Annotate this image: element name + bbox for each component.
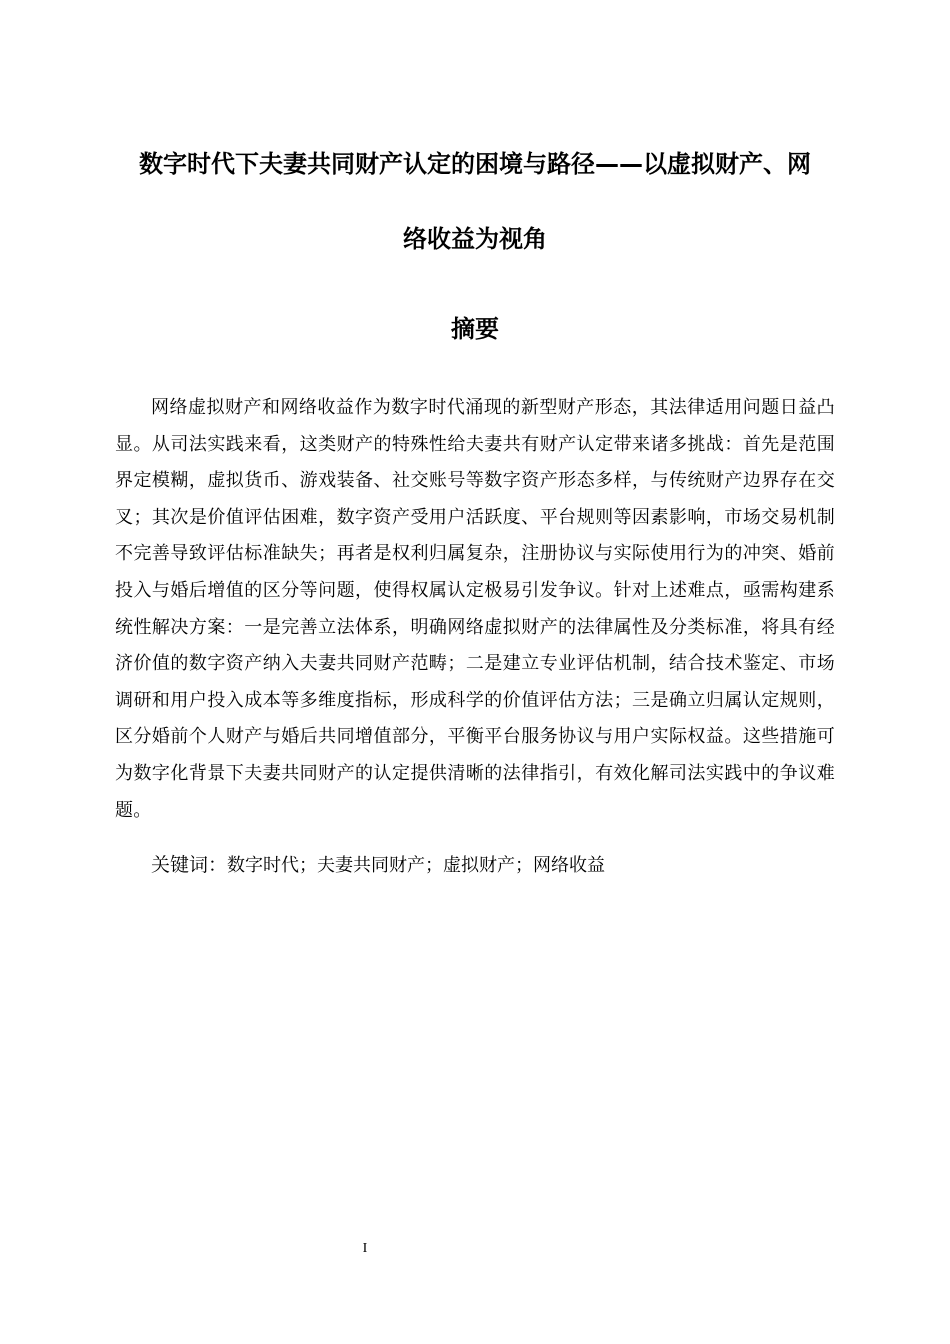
document-title-line-2: 络收益为视角 — [403, 225, 547, 253]
page-number: I — [362, 1241, 368, 1256]
keywords-text: 数字时代；夫妻共同财产；虚拟财产；网络收益 — [227, 855, 606, 876]
abstract-heading: 摘要 — [451, 315, 499, 343]
document-title-line-1: 数字时代下夫妻共同财产认定的困境与路径——以虚拟财产、网 — [139, 150, 811, 178]
abstract-paragraph: 网络虚拟财产和网络收益作为数字时代涌现的新型财产形态，其法律适用问题日益凸显。从司法实践来看，这类财产的特殊性给夫妻共有财产认定带来诸多挑战：首先是范围界定模糊，虚拟货币、游戏装备、社交账号等数字资产形态多样，与传统财产边界存在交叉；其次是价值评估困难，数字资产受用户活跃度、平台规则等因素影响，市场交易机制不完善导致评估标准缺失；再者是权利归属复杂，注册协议与实际使用行为的冲突、婚前投入与婚后增值的区分等问题，使得权属认定极易引发争议。针对上述难点，亟需构建系统性解决方案：一是完善立法体系，明确网络虚拟财产的法律属性及分类标准，将具有经济价值的数字资产纳入夫妻共同财产范畴；二是建立专业评估机制，结合技术鉴定、市场调研和用户投入成本等多维度指标，形成科学的价值评估方法；三是确立归属认定规则，区分婚前个人财产与婚后共同增值部分，平衡平台服务协议与用户实际权益。这些措施可为数字化背景下夫妻共同财产的认定提供清晰的法律指引，有效化解司法实践中的争议难题。 — [115, 397, 835, 821]
keywords-line — [151, 850, 605, 881]
keywords-label: 关键词： — [151, 854, 228, 876]
